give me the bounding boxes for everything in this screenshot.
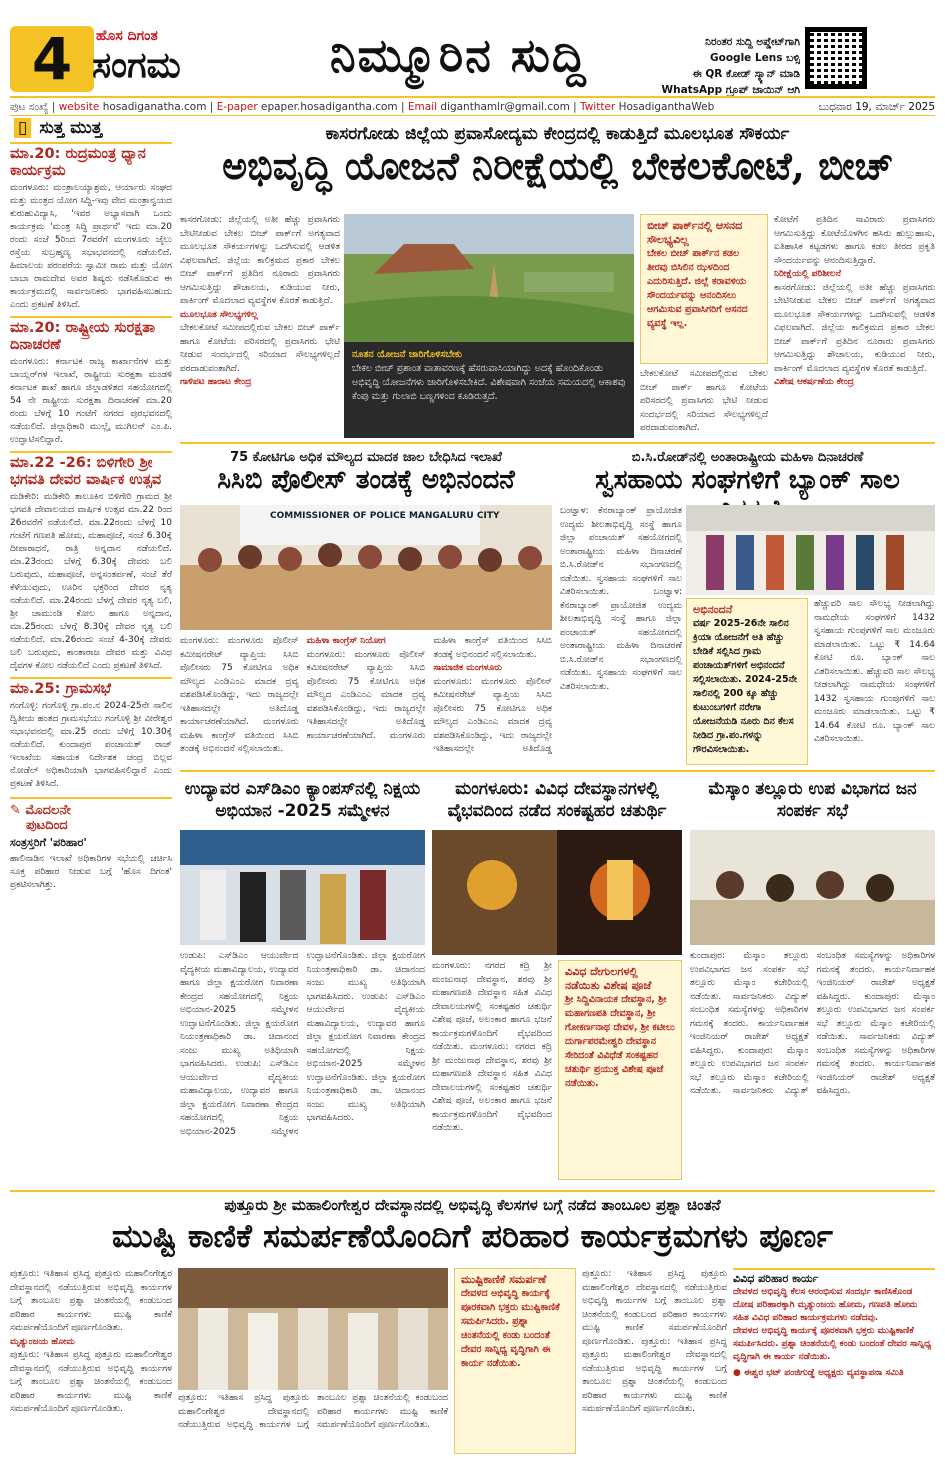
lead-right-subhead-2: ವಿಶೇಷ ಆಕರ್ಷಣೆಯ ಕೇಂದ್ರ bbox=[774, 377, 854, 387]
mescom-body: ಕುಂದಾಪುರ: ಮೆಸ್ಕಾಂ ತಲ್ಲೂರು ಉಪವಿಭಾಗದ ಜನ ಸಂಪರ್ಕ ಸಭೆ ತಲ್ಲೂರು ಮೆಸ್ಕಾಂ ಕಚೇರಿಯಲ್ಲಿ ನಡೆಯಿತು. ಸಾರ್ವಜನಿಕರು ವಿದ್ಯುತ್ ಸಂಬಂಧಿತ ಸಮಸ್ಯೆಗಳನ್ನು ಅಧಿಕಾರಿಗಳ ಗಮನಕ್ಕೆ ತಂದರು. ಕಾರ್ಯನಿರ್ವಾಹಕ ಇಂಜಿನಿಯರ್ ರಾಜೇಶ್ ಅಧ್ಯಕ್ಷತೆ ವಹಿಸಿದ್ದರು. ಕುಂದಾಪುರ: ಮೆಸ್ಕಾಂ ತಲ್ಲೂರು ಉಪವಿಭಾಗದ ಜನ ಸಂಪರ್ಕ ಸಭೆ ತಲ್ಲೂರು ಮೆಸ್ಕಾಂ ಕಚೇರಿಯಲ್ಲಿ ನಡೆಯಿತು. ಸಾರ್ವಜನಿಕರು ವಿದ್ಯುತ್ ಸಂಬಂಧಿತ ಸಮಸ್ಯೆಗಳನ್ನು ಅಧಿಕಾರಿಗಳ ಗಮನಕ್ಕೆ ತಂದರು. ಕಾರ್ಯನಿರ್ವಾಹಕ ಇಂಜಿನಿಯರ್ ರಾಜೇಶ್ ಅಧ್ಯಕ್ಷತೆ ವಹಿಸಿದ್ದರು. ಕುಂದಾಪುರ: ಮೆಸ್ಕಾಂ ತಲ್ಲೂರು ಉಪವಿಭಾಗದ ಜನ ಸಂಪರ್ಕ ಸಭೆ ತಲ್ಲೂರು ಮೆಸ್ಕಾಂ ಕಚೇರಿಯಲ್ಲಿ ನಡೆಯಿತು. ಸಾರ್ವಜನಿಕರು ವಿದ್ಯುತ್ ಸಂಬಂಧಿತ ಸಮಸ್ಯೆಗಳನ್ನು ಅಧಿಕಾರಿಗಳ ಗಮನಕ್ಕೆ ತಂದರು. ಕಾರ್ಯನಿರ್ವಾಹಕ ಇಂಜಿನಿಯರ್ ರಾಜೇಶ್ ಅಧ್ಯಕ್ಷತೆ ವಹಿಸಿದ್ದರು. bbox=[690, 951, 935, 1096]
puttur-kicker: ಪುತ್ತೂರು ಶ್ರೀ ಮಹಾಲಿಂಗೇಶ್ವರ ದೇವಸ್ಥಾನದಲ್ಲಿ ಅಭಿವೃದ್ಧಿ ಕೆಲಸಗಳ ಬಗ್ಗೆ ನಡೆದ ತಾಂಬೂಲ ಪ್ರಶ್ನಾ ಚಿಂತನೆ bbox=[224, 1196, 721, 1214]
lead-kicker: ಕಾಸರಗೋಡು ಜಿಲ್ಲೆಯ ಪ್ರವಾಸೋದ್ಯಮ ಕೇಂದ್ರದಲ್ಲಿ ಕಾಡುತ್ತಿದೆ ಮೂಲಭೂತ ಸೌಕರ್ಯ bbox=[325, 124, 790, 144]
lead-subhead-2: ಗಾಳಿಪಟ ಹಾರಾಟ ಕೇಂದ್ರ bbox=[180, 377, 252, 387]
puttur-right-headline: ವಿವಿಧ ಪರಿಹಾರ ಕಾರ್ಯ bbox=[733, 1268, 935, 1286]
mescom-photo bbox=[690, 830, 935, 945]
website-link[interactable]: hosadiganatha.com bbox=[102, 101, 207, 113]
page-number: 4 bbox=[10, 26, 94, 92]
puttur-mid-col: ಪುತ್ತೂರು: ಇತಿಹಾಸ ಪ್ರಸಿದ್ಧ ಪುತ್ತೂರು ಮಹಾಲಿಂಗೇಶ್ವರ ದೇವಸ್ಥಾನದಲ್ಲಿ ನಡೆಯುತ್ತಿರುವ ಅಭಿವೃದ್ಧಿ ಕಾರ್ಯಗಳ ಬಗ್ಗೆ ತಾಂಬೂಲ ಪ್ರಶ್ನಾ ಚಿಂತನೆಯಲ್ಲಿ ಕಂಡುಬಂದ ಪರಿಹಾರ ಕಾರ್ಯಗಳು ಮುಷ್ಟಿ ಕಾಣಿಕೆ ಸಮರ್ಪಣೆಯೊಂದಿಗೆ ಪೂರ್ಣಗೊಂಡಿತು. ಪುತ್ತೂರು: ಇತಿಹಾಸ ಪ್ರಸಿದ್ಧ ಪುತ್ತೂರು ಮಹಾಲಿಂಗೇಶ್ವರ ದೇವಸ್ಥಾನದಲ್ಲಿ ನಡೆಯುತ್ತಿರುವ ಅಭಿವೃದ್ಧಿ ಕಾರ್ಯಗಳ ಬಗ್ಗೆ ತಾಂಬೂಲ ಪ್ರಶ್ನಾ ಚಿಂತನೆಯಲ್ಲಿ ಕಂಡುಬಂದ ಪರಿಹಾರ ಕಾರ್ಯಗಳು ಮುಷ್ಟಿ ಕಾಣಿಕೆ ಸಮರ್ಪಣೆಯೊಂದಿಗೆ ಪೂರ್ಣಗೊಂಡಿತು. bbox=[582, 1269, 727, 1414]
epaper-label: E-paper bbox=[216, 101, 258, 113]
bank-body: ಬಂಟ್ವಾಳ: ಕೆನರಾಬ್ಯಾಂಕ್ ಪ್ರಾಯೋಜಿತ ಉದ್ಯಮ ಶೀಲತಾಭಿವೃದ್ಧಿ ಸಂಸ್ಥೆ ಹಾಗೂ ಜಿಲ್ಲಾ ಪಂಚಾಯತ್ ಸಹಯೋಗದಲ್ಲಿ ಅಂತಾರಾಷ್ಟ್ರೀಯ ಮಹಿಳಾ ದಿನಾಚರಣೆ ಬಿ.ಸಿ.ರೋಡ್‌ನ ಸಭಾಂಗಣದಲ್ಲಿ ನಡೆಯಿತು. ಸ್ವಸಹಾಯ ಸಂಘಗಳಿಗೆ ಸಾಲ ವಿತರಿಸಲಾಯಿತು. ಬಂಟ್ವಾಳ: ಕೆನರಾಬ್ಯಾಂಕ್ ಪ್ರಾಯೋಜಿತ ಉದ್ಯಮ ಶೀಲತಾಭಿವೃದ್ಧಿ ಸಂಸ್ಥೆ ಹಾಗೂ ಜಿಲ್ಲಾ ಪಂಚಾಯತ್ ಸಹಯೋಗದಲ್ಲಿ ಅಂತಾರಾಷ್ಟ್ರೀಯ ಮಹಿಳಾ ದಿನಾಚರಣೆ ಬಿ.ಸಿ.ರೋಡ್‌ನ ಸಭಾಂಗಣದಲ್ಲಿ ನಡೆಯಿತು. ಸ್ವಸಹಾಯ ಸಂಘಗಳಿಗೆ ಸಾಲ ವಿತರಿಸಲಾಯಿತು. bbox=[560, 506, 682, 692]
first-page-box bbox=[10, 797, 172, 892]
qr-line: WhatsApp ಗ್ರೂಪ್ ಜಾಯಿನ್ ಆಗಿ bbox=[661, 84, 800, 96]
lead-subhead: ಮೂಲಭೂತ ಸೌಲಭ್ಯಗಳಿಲ್ಲ bbox=[180, 309, 258, 320]
bank-kicker: ಬಿ.ಸಿ.ರೋಡ್‌ನಲ್ಲಿ ಅಂತಾರಾಷ್ಟ್ರೀಯ ಮಹಿಳಾ ದಿನಾಚರಣೆ bbox=[631, 450, 864, 465]
puttur-photo-caption: ಪುತ್ತೂರು: ಇತಿಹಾಸ ಪ್ರಸಿದ್ಧ ಪುತ್ತೂರು ಮಹಾಲಿಂಗೇಶ್ವರ ದೇವಸ್ಥಾನದಲ್ಲಿ ನಡೆಯುತ್ತಿರುವ ಅಭಿವೃದ್ಧಿ ಕಾರ್ಯಗಳ ಬಗ್ಗೆ ತಾಂಬೂಲ ಪ್ರಶ್ನಾ ಚಿಂತನೆಯಲ್ಲಿ ಕಂಡುಬಂದ ಪರಿಹಾರ ಕಾರ್ಯಗಳು ಮುಷ್ಟಿ ಕಾಣಿಕೆ ಸಮರ್ಪಣೆಯೊಂದಿಗೆ ಪೂರ್ಣಗೊಂಡಿತು. bbox=[178, 1393, 448, 1430]
bank-box-headline: ಅಭಿನಂದನೆ bbox=[693, 603, 733, 616]
qr-line: Google Lens ಬಳ್ಸಿ bbox=[710, 52, 800, 64]
ccb-story bbox=[180, 450, 552, 495]
brand-title: ಸಂಗಮ bbox=[92, 44, 181, 86]
divider bbox=[180, 442, 935, 444]
puttur-box-body: ದೇವಳದ ಅಭಿವೃದ್ಧಿ ಕಾರ್ಯಕ್ಕೆ ಪೂರಕವಾಗಿ ಭಕ್ತರು ಮುಷ್ಟಿಕಾಣಿಕೆ ಸಮರ್ಪಿಸಿದರು. ಪ್ರಶ್ನಾ ಚಿಂತನೆಯಲ್ಲಿ ಕಂಡು ಬಂದಂತೆ ದೇವರ ಸಾನ್ನಿಧ್ಯ ವೃದ್ಧಿಗಾಗಿ ಈ ಕಾರ್ಯ ನಡೆಯಿತು. bbox=[461, 1288, 560, 1369]
lead-box bbox=[640, 214, 768, 364]
nikshay-body: ಉಡುಪಿ: ಎಸ್‌ಡಿಎಂ ಆಯುರ್ವೇದ ವೈದ್ಯಕೀಯ ಮಹಾವಿದ್ಯಾಲಯ, ಉದ್ಯಾವರ ಹಾಗೂ ಜಿಲ್ಲಾ ಕ್ಷಯರೋಗ ನಿವಾರಣಾ ಕೇಂದ್ರದ ಸಹಯೋಗದಲ್ಲಿ ನಿಕ್ಷಯ ಅಭಿಯಾನ-2025 ಸಮ್ಮೇಳನ ಉದ್ಘಾಟನೆಗೊಂಡಿತು. ಜಿಲ್ಲಾ ಕ್ಷಯರೋಗ ನಿಯಂತ್ರಣಾಧಿಕಾರಿ ಡಾ. ಚಿದಾನಂದ ಸಂಜು ಮುಖ್ಯ ಅತಿಥಿಯಾಗಿ ಭಾಗವಹಿಸಿದರು. ಉಡುಪಿ: ಎಸ್‌ಡಿಎಂ ಆಯುರ್ವೇದ ವೈದ್ಯಕೀಯ ಮಹಾವಿದ್ಯಾಲಯ, ಉದ್ಯಾವರ ಹಾಗೂ ಜಿಲ್ಲಾ ಕ್ಷಯರೋಗ ನಿವಾರಣಾ ಕೇಂದ್ರದ ಸಹಯೋಗದಲ್ಲಿ ನಿಕ್ಷಯ ಅಭಿಯಾನ-2025 ಸಮ್ಮೇಳನ ಉದ್ಘಾಟನೆಗೊಂಡಿತು. ಜಿಲ್ಲಾ ಕ್ಷಯರೋಗ ನಿಯಂತ್ರಣಾಧಿಕಾರಿ ಡಾ. ಚಿದಾನಂದ ಸಂಜು ಮುಖ್ಯ ಅತಿಥಿಯಾಗಿ ಭಾಗವಹಿಸಿದರು. ಉಡುಪಿ: ಎಸ್‌ಡಿಎಂ ಆಯುರ್ವೇದ ವೈದ್ಯಕೀಯ ಮಹಾವಿದ್ಯಾಲಯ, ಉದ್ಯಾವರ ಹಾಗೂ ಜಿಲ್ಲಾ ಕ್ಷಯರೋಗ ನಿವಾರಣಾ ಕೇಂದ್ರದ ಸಹಯೋಗದಲ್ಲಿ ನಿಕ್ಷಯ ಅಭಿಯಾನ-2025 ಸಮ್ಮೇಳನ ಉದ್ಘಾಟನೆಗೊಂಡಿತು. ಜಿಲ್ಲಾ ಕ್ಷಯರೋಗ ನಿಯಂತ್ರಣಾಧಿಕಾರಿ ಡಾ. ಚಿದಾನಂದ ಸಂಜು ಮುಖ್ಯ ಅತಿಥಿಯಾಗಿ ಭಾಗವಹಿಸಿದರು. bbox=[180, 951, 425, 1137]
ccb-subhead: ಮಹಿಳಾ ಕಾಂಗ್ರೆಸ್ ನಿಯೋಗ bbox=[306, 636, 386, 646]
ccb-kicker: 75 ಕೋಟಿಗೂ ಅಧಿಕ ಮೌಲ್ಯದ ಮಾದಕ ಜಾಲ ಬೇಧಿಸಿದ ಇಲಾಖೆ bbox=[230, 450, 502, 465]
box-headline: ಬೀಚ್ ಪಾರ್ಕ್‌ನಲ್ಲಿ ಆಸನದ ಸೌಲಭ್ಯವಿಲ್ಲ bbox=[647, 219, 743, 246]
email-label: Email bbox=[407, 101, 438, 113]
brief-headline: ಮಾ.20: ರುದ್ರಮಂತ್ರ ಧ್ಯಾನ ಕಾರ್ಯಕ್ರಮ bbox=[10, 142, 172, 180]
first-page-headline: ಸಂತ್ರಸ್ತರಿಗೆ 'ಪರಿಹಾರ' bbox=[10, 836, 87, 849]
bank-photo bbox=[686, 505, 935, 595]
ccb-headline: ಸಿಸಿಬಿ ಪೊಲೀಸ್ ತಂಡಕ್ಕೆ ಅಭಿನಂದನೆ bbox=[217, 465, 515, 495]
puttur-right: ವಿವಿಧ ಪರಿಹಾರ ಕಾರ್ಯ ದೇವಳದ ಅಭಿವೃದ್ಧಿ ಕೆಲಸ ಆರಂಭಿಸುವ ಸಂದರ್ಭ ಕಾಣಿಸಿಕೊಂಡ ದೋಷ ಪರಿಹಾರಕ್ಕಾಗಿ ಮೃತ್ಯುಂಜಯ ಹೋಮ, ಗಣಪತಿ ಹೋಮ ಸಹಿತ ವಿವಿಧ ಪರಿಹಾರ ಕಾರ್ಯಕ್ರಮಗಳು ನಡೆದವು. ದೇವಳದ ಅಭಿವೃದ್ಧಿ ಕಾರ್ಯಕ್ಕೆ ಪೂರಕವಾಗಿ ಭಕ್ತರು ಮುಷ್ಟಿಕಾಣಿಕೆ ಸಮರ್ಪಿಸಿದರು. ಪ್ರಶ್ನಾ ಚಿಂತನೆಯಲ್ಲಿ ಕಂಡು ಬಂದಂತೆ ದೇವರ ಸಾನ್ನಿಧ್ಯ ವೃದ್ಧಿಗಾಗಿ ಈ ಕಾರ್ಯ ನಡೆಯಿತು. ● ಈಶ್ವರ ಭಟ್ ಪಂಜಿಗುಡ್ಡೆ ಅಧ್ಯಕ್ಷರು ವ್ಯವಸ್ಥಾಪನಾ ಸಮಿತಿ bbox=[733, 1268, 935, 1454]
nikshay-story bbox=[180, 778, 425, 822]
puttur-footer: ● ಈಶ್ವರ ಭಟ್ ಪಂಜಿಗುಡ್ಡೆ ಅಧ್ಯಕ್ಷರು ವ್ಯವಸ್ಥಾಪನಾ ಸಮಿತಿ bbox=[733, 1368, 904, 1378]
email-link[interactable]: diganthamlr@gmail.com bbox=[440, 101, 570, 113]
section-title: ನಿಮ್ಮೂರಿನ ಸುದ್ದಿ bbox=[330, 28, 588, 82]
bank-box-body: ವರ್ಷ 2025-26ನೇ ಸಾಲಿನ ಕ್ರಿಯಾ ಯೋಜನೆಗೆ ಅತಿ ಹೆಚ್ಚು ಬೇಡಿಕೆ ಸಲ್ಲಿಸಿದ ಗ್ರಾಮ ಪಂಚಾಯತ್‌ಗಳಿಗೆ ಅಭಿನಂದನೆ ಸಲ್ಲಿಸಲಾಯಿತು. 2024-25ನೇ ಸಾಲಿನಲ್ಲಿ 200 ಕ್ಕೂ ಹೆಚ್ಚು ಕುಟುಂಬಗಳಿಗೆ ನರೇಗಾ ಯೋಜನೆಯಡಿ ನೂರು ದಿನ ಕೆಲಸ ನೀಡಿದ ಗ್ರಾ.ಪಂ.ಗಳನ್ನು ಗೌರವಿಸಲಾಯಿತು. bbox=[693, 618, 797, 755]
epaper-link[interactable]: epaper.hosadigantha.com bbox=[261, 101, 398, 113]
brief-headline: ಮಾ.22 -26: ಬಿಳಿಗೇರಿ ಶ್ರೀ ಭಗವತಿ ದೇವರ ವಾರ್ಷಿಕ ಉತ್ಸವ bbox=[10, 451, 172, 489]
twitter-link[interactable]: HosadiganthaWeb bbox=[618, 101, 715, 113]
temple-body: ಮಂಗಳೂರು: ನಗರದ ಕದ್ರಿ ಶ್ರೀ ಮಂಜುನಾಥ ದೇವಸ್ಥಾನ, ಶರವು ಶ್ರೀ ಮಹಾಗಣಪತಿ ದೇವಸ್ಥಾನ ಸಹಿತ ವಿವಿಧ ದೇವಾಲಯಗಳಲ್ಲಿ ಸಂಕಷ್ಟಹರ ಚತುರ್ಥಿ ವಿಶೇಷ ಪೂಜೆ, ಅಲಂಕಾರ ಹಾಗೂ ಭಜನೆ ಕಾರ್ಯಕ್ರಮಗಳೊಂದಿಗೆ ವೈಭವದಿಂದ ನಡೆಯಿತು. ಮಂಗಳೂರು: ನಗರದ ಕದ್ರಿ ಶ್ರೀ ಮಂಜುನಾಥ ದೇವಸ್ಥಾನ, ಶರವು ಶ್ರೀ ಮಹಾಗಣಪತಿ ದೇವಸ್ಥಾನ ಸಹಿತ ವಿವಿಧ ದೇವಾಲಯಗಳಲ್ಲಿ ಸಂಕಷ್ಟಹರ ಚತುರ್ಥಿ ವಿಶೇಷ ಪೂಜೆ, ಅಲಂಕಾರ ಹಾಗೂ ಭಜನೆ ಕಾರ್ಯಕ್ರಮಗಳೊಂದಿಗೆ ವೈಭವದಿಂದ ನಡೆಯಿತು. bbox=[432, 961, 552, 1133]
first-page-label: ✎ ಮೊದಲನೇ bbox=[10, 803, 71, 818]
qr-line: ನಿರಂತರ ಸುದ್ದಿ ಅಪ್ಡೇಟ್‌ಗಾಗಿ bbox=[705, 36, 800, 48]
left-column bbox=[10, 118, 172, 1188]
first-page-body: ಹಾಲಿನಾಡಿನ ಇಲಾಖೆ ಅಧಿಕಾರಿಗಳ ಸಭೆಯಲ್ಲಿ ಚರ್ಚಿಸಿ ಸೂಕ್ತ ಪರಿಹಾರ ನೀಡುವ ಬಗ್ಗೆ 'ಹೊಸ ದಿಗಂತ' ಪ್ರಕಟಿಸಲಾಗಿತ್ತು. bbox=[10, 854, 172, 890]
brief-body: ಮಂಗಳೂರು: ಕರ್ನಾಟಕ ರಾಜ್ಯ ಕಾರ್ಖಾನೆಗಳ ಮತ್ತು ಬಾಯ್ಲರ್‌ಗಳ ಇಲಾಖೆ, ರಾಷ್ಟ್ರೀಯ ಸುರಕ್ಷತಾ ಮಂಡಳಿ ಕರ್ನಾಟಕ ಶಾಖೆ ಹಾಗೂ ಜಿಲ್ಲಾಡಳಿತದ ಸಹಯೋಗದಲ್ಲಿ 54 ನೇ ರಾಷ್ಟ್ರೀಯ ಸುರಕ್ಷತಾ ದಿನಾಚರಣೆ ಮಾ.20 ರಂದು ಬೆಳಗ್ಗೆ 10 ಗಂಟೆಗೆ ನಗರದ ಪುರಭವನದಲ್ಲಿ ನಡೆಯಲಿದೆ. ಜಿಲ್ಲಾಧಿಕಾರಿ ಮುಲ್ಲೈ ಮುಗಿಲನ್ ಎಂ.ಪಿ. ಉದ್ಘಾಟಿಸಲಿದ್ದಾರೆ. bbox=[10, 357, 172, 445]
ccb-subhead-2: ಸಾಮಾಜಿಕ ಮಂಗಳೂರು bbox=[433, 663, 502, 673]
bank-right: ಹೆಚ್ಚುವರಿ ಸಾಲ ಸೌಲಭ್ಯ ನೀಡಲಾಗಿದ್ದು ನಾಮಧೇಯ ಸಂಘಗಳಿಗೆ 1432 ಸ್ವಸಹಾಯ ಗುಂಪುಗಳಿಗೆ ಸಾಲ ಮಂಜೂರು ಮಾಡಲಾಯಿತು. ಒಟ್ಟು ₹ 14.64 ಕೋಟಿ ರೂ. ಬ್ಯಾಂಕ್ ಸಾಲ ವಿತರಿಸಲಾಯಿತು. ಹೆಚ್ಚುವರಿ ಸಾಲ ಸೌಲಭ್ಯ ನೀಡಲಾಗಿದ್ದು ನಾಮಧೇಯ ಸಂಘಗಳಿಗೆ 1432 ಸ್ವಸಹಾಯ ಗುಂಪುಗಳಿಗೆ ಸಾಲ ಮಂಜೂರು ಮಾಡಲಾಯಿತು. ಒಟ್ಟು ₹ 14.64 ಕೋಟಿ ರೂ. ಬ್ಯಾಂಕ್ ಸಾಲ ವಿತರಿಸಲಾಯಿತು. bbox=[814, 599, 935, 744]
brief-headline: ಮಾ.25: ಗ್ರಾಮಸಭೆ bbox=[10, 677, 172, 698]
temple-box-body: ಶ್ರೀ ಸಿದ್ದಿವಿನಾಯಕ ದೇವಸ್ಥಾನ, ಶ್ರೀ ಮಹಾಗಣಪತಿ ದೇವಸ್ಥಾನ, ಶ್ರೀ ಗೋಕರ್ಣನಾಥ ದೇವಳ, ಶ್ರೀ ಕಟೀಲು ದುರ್ಗಾಪರಮೇಶ್ವರಿ ದೇವಸ್ಥಾನ ಸೇರಿದಂತೆ ವಿವಿಧೆಡೆ ಸಂಕಷ್ಟಹರ ಚತುರ್ಥಿ ಪ್ರಯುಕ್ತ ವಿಶೇಷ ಪೂಜೆ ನಡೆಯಿತು. bbox=[565, 994, 675, 1089]
brief-body: ಮಂಗಳೂರು: ಮಂತ್ರಾಲಯ್ಯಾಶ್ರಮ, ಆರ್ಯಾರು ಸಂಘದ ಮತ್ತು ಮಂತ್ರದ ಯೋಗ ಸಿದ್ಧಿ-ಇವು ವೇದ ಮಂತ್ರಾನ್ವಯದ ಕುರುಹುವಿದ್ಯಾಸಿ, 'ಇವರ ಅಭ್ಯಾಸವಾಗಿ ಒಂದು ಕಾರ್ಯಕ್ರಮ 'ಮಂತ್ರ ಸಿದ್ಧಿ ಪ್ರಾರ್ಥನೆ' ಇದು ಮಾ.20 ರಂದು ಸಂಜೆ 5ರಿಂದ 7ರವರೆಗೆ ಮಂಗಳೂರು ಜೈಲು ರಸ್ತೆಯ ಸುಬ್ರಹ್ಮಣ್ಯ ಸಭಾಭವನದಲ್ಲಿ ನಡೆಯಲಿದೆ. ಹಿಮಾಲಯ ಪರಂಪರೆಯ ಸ್ವಾಮೀ ರಾಮ ಮತ್ತು ಯೋಗ ಬಾಬಾ ರಾಮದೇವ ಅವರ ಶಿಷ್ಯರು ನಡೆಸಿಕೊಡುವ ಈ ಕಾರ್ಯಕ್ರಮದಲ್ಲಿ ಸಾರ್ವಜನಿಕರು ಭಾಗವಹಿಸಬಹುದು ಎಂದು ಪ್ರಕಟಣೆ ತಿಳಿಸಿದೆ. bbox=[10, 183, 172, 310]
caption-headline: ನೂತನ ಯೋಜನೆ ಜಾರಿಗೊಳಿಸಬೇಕು bbox=[352, 349, 463, 360]
qr-code[interactable] bbox=[806, 28, 866, 88]
qr-instructions bbox=[600, 34, 800, 98]
lead-caption bbox=[344, 342, 634, 438]
mescom-story bbox=[690, 778, 935, 822]
first-page-label2: ಪುಟದಿಂದ bbox=[26, 818, 68, 833]
mescom-headline: ಮೆಸ್ಕಾಂ ತಲ್ಲೂರು ಉಪ ವಿಭಾಗದ ಜನ ಸಂಪರ್ಕ ಸಭೆ bbox=[708, 779, 917, 821]
temple-photo bbox=[432, 830, 682, 955]
fort-photo bbox=[344, 214, 634, 342]
brief-body: ಗಂಗೊಳ್ಳಿ: ಗಂಗೊಳ್ಳಿ ಗ್ರಾ.ಪಂ.ನ 2024-25ನೇ ಸಾಲಿನ ದ್ವಿತೀಯ ಹಂತದ ಗ್ರಾಮಸಭೆಯು ಗಂಗೊಳ್ಳಿ ಶ್ರೀ ವೀರೇಶ್ವರ ಸಭಾಭವನದಲ್ಲಿ ಮಾ.25 ರಂದು ಬೆಳಿಗ್ಗೆ 10.30ಕ್ಕೆ ನಡೆಯಲಿದೆ. ಕುಂದಾಪುರ ಪಂಚಾಯತ್ ರಾಜ್ ಇಲಾಖೆಯ ಸಹಾಯಕ ನಿರ್ದೇಶಕ ಚಂದ್ರ ಬಿಲ್ಲವ ನೋಡೆಲ್ ಅಧಿಕಾರಿಯಾಗಿ ಭಾಗವಹಿಸಲಿದ್ದಾರೆ ಎಂದು ಪ್ರಕಟಣೆ ತಿಳಿಸಿದೆ. bbox=[10, 701, 172, 789]
nikshay-headline: ಉದ್ಯಾವರ ಎಸ್‌ಡಿಎಂ ಕ್ಯಾಂಪಸ್‌ನಲ್ಲಿ ನಿಕ್ಷಯ ಅಭಿಯಾನ -2025 ಸಮ್ಮೇಳನ bbox=[184, 779, 421, 821]
ccb-banner: COMMISSIONER OF POLICE MANGALURU CITY bbox=[270, 511, 500, 521]
puttur-headline: ಮುಷ್ಟಿ ಕಾಣಿಕೆ ಸಮರ್ಪಣೆಯೊಂದಿಗೆ ಪರಿಹಾರ ಕಾರ್ಯಕ್ರಮಗಳು ಪೂರ್ಣ bbox=[112, 1217, 833, 1255]
temple-box bbox=[558, 960, 682, 1180]
ccb-body: ಮಂಗಳೂರು: ಮಂಗಳೂರು ಪೊಲೀಸ್ ಕಮೀಷನರೇಟ್ ವ್ಯಾಪ್ತಿಯ ಸಿಸಿಬಿ ಪೊಲೀಸರು 75 ಕೋಟಿಗೂ ಅಧಿಕ ಮೌಲ್ಯದ ಎಂಡಿಎಂಎ ಮಾದಕ ದ್ರವ್ಯ ವಶಪಡಿಸಿಕೊಂಡಿದ್ದು, ಇದು ರಾಜ್ಯದಲ್ಲೇ ಇತಿಹಾಸದಲ್ಲೇ ಅತಿದೊಡ್ಡ ಕಾರ್ಯಾಚರಣೆಯಾಗಿದೆ. ಮಂಗಳೂರು ಮಹಿಳಾ ಕಾಂಗ್ರೆಸ್ ವತಿಯಿಂದ ಸಿಸಿಬಿ ತಂಡಕ್ಕೆ ಅಭಿನಂದನೆ ಸಲ್ಲಿಸಲಾಯಿತು. ಮಹಿಳಾ ಕಾಂಗ್ರೆಸ್ ನಿಯೋಗ ಮಂಗಳೂರು: ಮಂಗಳೂರು ಪೊಲೀಸ್ ಕಮೀಷನರೇಟ್ ವ್ಯಾಪ್ತಿಯ ಸಿಸಿಬಿ ಪೊಲೀಸರು 75 ಕೋಟಿಗೂ ಅಧಿಕ ಮೌಲ್ಯದ ಎಂಡಿಎಂಎ ಮಾದಕ ದ್ರವ್ಯ ವಶಪಡಿಸಿಕೊಂಡಿದ್ದು, ಇದು ರಾಜ್ಯದಲ್ಲೇ ಇತಿಹಾಸದಲ್ಲೇ ಅತಿದೊಡ್ಡ ಕಾರ್ಯಾಚರಣೆಯಾಗಿದೆ. ಮಂಗಳೂರು ಮಹಿಳಾ ಕಾಂಗ್ರೆಸ್ ವತಿಯಿಂದ ಸಿಸಿಬಿ ತಂಡಕ್ಕೆ ಅಭಿನಂದನೆ ಸಲ್ಲಿಸಲಾಯಿತು. ಸಾಮಾಜಿಕ ಮಂಗಳೂರು ಮಂಗಳೂರು: ಮಂಗಳೂರು ಪೊಲೀಸ್ ಕಮೀಷನರೇಟ್ ವ್ಯಾಪ್ತಿಯ ಸಿಸಿಬಿ ಪೊಲೀಸರು 75 ಕೋಟಿಗೂ ಅಧಿಕ ಮೌಲ್ಯದ ಎಂಡಿಎಂಎ ಮಾದಕ ದ್ರವ್ಯ ವಶಪಡಿಸಿಕೊಂಡಿದ್ದು, ಇದು ರಾಜ್ಯದಲ್ಲೇ ಇತಿಹಾಸದಲ್ಲೇ ಅತಿದೊಡ್ಡ bbox=[180, 636, 552, 754]
lead-body: ಕಾಸರಗೋಡು: ಜಿಲ್ಲೆಯಲ್ಲಿ ಅತೀ ಹೆಚ್ಚು ಪ್ರವಾಸಿಗರು ಬೇಟಿನೀಡುವ ಬೇಕಲ ಬೀಚ್ ಪಾರ್ಕ್‌ಗೆ ಅಗತ್ಯವಾದ ಮೂಲಭೂತ ಸೌಕರ್ಯಗಳನ್ನು ಒದಗಿಸುವಲ್ಲಿ ಆಡಳಿತ ವಿಫಲವಾಗಿದೆ. ಜಿಲ್ಲೆಯ ಕಾಲಿಕ್ರಮದ ಪ್ರಕಾರ ಬೇಕಲ ಬೀಚ್ ಪಾರ್ಕ್‌ಗೆ ಪ್ರತಿದಿನ ನೂರಾರು ಪ್ರವಾಸಿಗರು ಆಗಮಿಸುತ್ತಿದ್ದು ಶೌಚಾಲಯ, ಕುಡಿಯುವ ನೀರು, ಪಾರ್ಕಿಂಗ್ ಮೊದಲಾದ ವ್ಯವಸ್ಥೆಗಳ ಕೊರತೆ ಕಾಡುತ್ತಿದೆ. bbox=[180, 215, 340, 306]
lead-col-3b: ಬೇಕಲಕೋಟೆ ಸಮೀಪದಲ್ಲಿರುವ ಬೇಕಲ ಬೀಚ್ ಪಾರ್ಕ್ ಹಾಗೂ ಕೋಟೆಯ ಪರಿಸರದಲ್ಲಿ ಪ್ರವಾಸಿಗರು ಭೇಟಿ ನೀಡುವ ಸಂದರ್ಭದಲ್ಲಿ ಸರಿಯಾದ ಸೌಲಭ್ಯಗಳಿಲ್ಲದೆ ಪರದಾಡುವಂತಾಗಿದೆ. bbox=[640, 369, 768, 433]
brand-small: ಹೊಸ ದಿಗಂತ bbox=[96, 28, 158, 44]
lead-story bbox=[180, 124, 935, 188]
puttur-body: ಪುತ್ತೂರು: ಇತಿಹಾಸ ಪ್ರಸಿದ್ಧ ಪುತ್ತೂರು ಮಹಾಲಿಂಗೇಶ್ವರ ದೇವಸ್ಥಾನದಲ್ಲಿ ನಡೆಯುತ್ತಿರುವ ಅಭಿವೃದ್ಧಿ ಕಾರ್ಯಗಳ ಬಗ್ಗೆ ತಾಂಬೂಲ ಪ್ರಶ್ನಾ ಚಿಂತನೆಯಲ್ಲಿ ಕಂಡುಬಂದ ಪರಿಹಾರ ಕಾರ್ಯಗಳು ಮುಷ್ಟಿ ಕಾಣಿಕೆ ಸಮರ್ಪಣೆಯೊಂದಿಗೆ ಪೂರ್ಣಗೊಂಡಿತು. ಮೃತ್ಯುಂಜಯ ಹೋಮ ಪುತ್ತೂರು: ಇತಿಹಾಸ ಪ್ರಸಿದ್ಧ ಪುತ್ತೂರು ಮಹಾಲಿಂಗೇಶ್ವರ ದೇವಸ್ಥಾನದಲ್ಲಿ ನಡೆಯುತ್ತಿರುವ ಅಭಿವೃದ್ಧಿ ಕಾರ್ಯಗಳ ಬಗ್ಗೆ ತಾಂಬೂಲ ಪ್ರಶ್ನಾ ಚಿಂತನೆಯಲ್ಲಿ ಕಂಡುಬಂದ ಪರಿಹಾರ ಕಾರ್ಯಗಳು ಮುಷ್ಟಿ ಕಾಣಿಕೆ ಸಮರ್ಪಣೆಯೊಂದಿಗೆ ಪೂರ್ಣಗೊಂಡಿತು. bbox=[10, 1269, 172, 1414]
caption-body: ಬೇಕಲ ಬೀಚ್ ಪ್ರಶಾಂತ ವಾತಾವರಣಕ್ಕೆ ಹೆಸರುವಾಸಿಯಾಗಿದ್ದು ಅದಕ್ಕೆ ಹೊಂದಿಕೊಂಡು ಅಭಿವೃದ್ಧಿ ಯೋಜನೆಗಳು ಜಾರಿಗೊಳಿಸಬೇಕಿದೆ. ವಿಶೇಷವಾಗಿ ಸಂಜೆಯ ಸಮಯದಲ್ಲಿ ಆಕಾಶವು ಕೆಂಪು ಮತ್ತು ಗುಲಾಬಿ ಬಣ್ಣಗಳಿಂದ ಕೂಡಿರುತ್ತದೆ. bbox=[352, 363, 626, 402]
brief-body: ಮಡಿಕೇರಿ: ಮಡಿಕೇರಿ ತಾಲೂಕಿನ ಬಿಳಿಗೇರಿ ಗ್ರಾಮದ ಶ್ರೀ ಭಗವತಿ ದೇವಾಲಯದ ವಾರ್ಷಿಕ ಉತ್ಸವ ಮಾ.22 ರಿಂದ 26ರವರೆಗೆ ನಡೆಯಲಿದೆ. ಮಾ.22ರಂದು ಬೆಳಗ್ಗೆ 10 ಗಂಟೆಗೆ ಗಣಪತಿ ಹೋಮ, ಮಹಾಪೂಜೆ, ಸಂಜೆ 6.30ಕ್ಕೆ ದೀಪಾರಾಧನೆ, ರಾತ್ರಿ ಅನ್ನದಾನ ನಡೆಯಲಿದೆ. ಮಾ.23ರಂದು ಬೆಳಗ್ಗೆ 6.30ಕ್ಕೆ ದೇವರು ಬಲಿ ಬರುವುದು, ಮಹಾಪೂಜೆ, ಅನ್ನಸಂತರ್ಪಣೆ, ಸಂಜೆ ತೆರೆ ಕೆಳೆಯುವುದು, ಊರಿನ ಭಕ್ತರಿಂದ ದೇವರ ನೃತ್ಯ ನಡೆಯಲಿದೆ. ಮಾ.24ರಂದು ಬೆಳಗ್ಗೆ ದೇವರ ನೃತ್ಯ ಬಲಿ, ಶ್ರೀ ಚಾಮುಂಡಿ ಕೋಲ ಹಾಗೂ ಅನ್ನದಾನ, ಮಾ.25ರಂದು ಬೆಳಗ್ಗೆ 8.30ಕ್ಕೆ ದೇವರ ನೃತ್ಯ ಬಲಿ ನಡೆಯಲಿದೆ. ಮಾ.26ರಂದು ಸಂಜೆ 4-30ಕ್ಕೆ ದೇವರು ಬಲಿ ಬರುವುದು, ಕಾಂತಾರಾಜ ದೇವರ ಮತ್ತು ವಿವಿಧ ದೈವಗಳ ಕೋಲ ನಡೆಯಲಿದೆ ಎಂದು ಪ್ರಕಟಣೆ ತಿಳಿಸಿದೆ. bbox=[10, 492, 172, 671]
puttur-story bbox=[10, 1196, 935, 1258]
temple-box-headline: ವಿವಿಧ ದೇಗುಲಗಳಲ್ಲಿ ನಡೆಯಿತು ವಿಶೇಷ ಪೂಜೆ bbox=[565, 965, 652, 992]
puttur-right-body: ದೇವಳದ ಅಭಿವೃದ್ಧಿ ಕೆಲಸ ಆರಂಭಿಸುವ ಸಂದರ್ಭ ಕಾಣಿಸಿಕೊಂಡ ದೋಷ ಪರಿಹಾರಕ್ಕಾಗಿ ಮೃತ್ಯುಂಜಯ ಹೋಮ, ಗಣಪತಿ ಹೋಮ ಸಹಿತ ವಿವಿಧ ಪರಿಹಾರ ಕಾರ್ಯಕ್ರಮಗಳು ನಡೆದವು. bbox=[733, 1287, 918, 1323]
issue-date: ಬುಧವಾರ 19, ಮಾರ್ಚ್ 2025 bbox=[818, 101, 935, 113]
nikshay-photo bbox=[180, 830, 425, 945]
door-icon: ▯ bbox=[14, 118, 31, 138]
lead-col-4: ಕೋಟೆಗೆ ಪ್ರತಿದಿನ ಸಾವಿರಾರು ಪ್ರವಾಸಿಗರು ಆಗಮಿಸುತ್ತಿದ್ದು ಕೋಟೆಯೊಳಗಿನ ಹಸಿರು ಹುಲ್ಲುಹಾಸು, ಐತಿಹಾಸಿಕ ಕಟ್ಟಡಗಳು ಹಾಗೂ ಕಡಲ ತೀರದ ಪ್ರಕೃತಿ ಸೌಂದರ್ಯವನ್ನು ಆನಂದಿಸುತ್ತಿದ್ದಾರೆ. ನಿರೀಕ್ಷೆಯಲ್ಲಿ ಪರಿಶೀಲನೆ ಕಾಸರಗೋಡು: ಜಿಲ್ಲೆಯಲ್ಲಿ ಅತೀ ಹೆಚ್ಚು ಪ್ರವಾಸಿಗರು ಬೇಟಿನೀಡುವ ಬೇಕಲ ಬೀಚ್ ಪಾರ್ಕ್‌ಗೆ ಅಗತ್ಯವಾದ ಮೂಲಭೂತ ಸೌಕರ್ಯಗಳನ್ನು ಒದಗಿಸುವಲ್ಲಿ ಆಡಳಿತ ವಿಫಲವಾಗಿದೆ. ಜಿಲ್ಲೆಯ ಕಾಲಿಕ್ರಮದ ಪ್ರಕಾರ ಬೇಕಲ ಬೀಚ್ ಪಾರ್ಕ್‌ಗೆ ಪ್ರತಿದಿನ ನೂರಾರು ಪ್ರವಾಸಿಗರು ಆಗಮಿಸುತ್ತಿದ್ದು ಶೌಚಾಲಯ, ಕುಡಿಯುವ ನೀರು, ಪಾರ್ಕಿಂಗ್ ಮೊದಲಾದ ವ್ಯವಸ್ಥೆಗಳ ಕೊರತೆ ಕಾಡುತ್ತಿದೆ. ವಿಶೇಷ ಆಕರ್ಷಣೆಯ ಕೇಂದ್ರ bbox=[774, 214, 935, 439]
website-label: website bbox=[58, 101, 100, 113]
puttur-photo bbox=[178, 1268, 448, 1390]
box-body: ಬೇಕಲ ಬೀಚ್ ಪಾರ್ಕ್‌ನ ಕಡಲ ತೀರವು ಬಿಸಿಲಿನ ಝಳದಿಂದ ಎದುರಿಸುತ್ತಿದೆ. ಜಿಲ್ಲೆ ಕರಾವಳಿಯ ಸೌಂದರ್ಯವನ್ನು ಆನಂದಿಸಲು ಆಗಮಿಸುವ ಪ್ರವಾಸಿಗರಿಗೆ ಆಸನದ ವ್ಯವಸ್ಥೆ ಇಲ್ಲ. bbox=[647, 248, 748, 329]
puttur-subhead: ಮೃತ್ಯುಂಜಯ ಹೋಮ bbox=[10, 1336, 75, 1347]
pages-label: ಪುಟ ಸಂಖ್ಯೆ bbox=[10, 101, 49, 113]
bank-headline: ಸ್ವಸಹಾಯ ಸಂಘಗಳಿಗೆ ಬ್ಯಾಂಕ್ ಸಾಲ bbox=[595, 465, 900, 495]
pencil-icon: ✎ bbox=[10, 803, 26, 818]
divider bbox=[180, 770, 935, 772]
bank-box bbox=[686, 598, 808, 765]
lead-headline: ಅಭಿವೃದ್ಧಿ ಯೋಜನೆ ನಿರೀಕ್ಷೆಯಲ್ಲಿ ಬೇಕಲಕೋಟೆ, ಬೀಚ್ bbox=[222, 143, 893, 188]
masthead bbox=[0, 0, 945, 96]
temple-story bbox=[432, 778, 682, 822]
puttur-box-headline: ಮುಷ್ಟಿಕಾಣಿಕೆ ಸಮರ್ಪಣೆ bbox=[461, 1273, 547, 1286]
twitter-label: Twitter bbox=[580, 101, 616, 113]
sutta-mutta-title: ▯ ಸುತ್ತ ಮುತ್ತ bbox=[10, 118, 172, 138]
ccb-photo bbox=[180, 505, 552, 630]
brief-headline: ಮಾ.20: ರಾಷ್ಟ್ರೀಯ ಸುರಕ್ಷತಾ ದಿನಾಚರಣೆ bbox=[10, 316, 172, 354]
lead-body-right: ಕೋಟೆಗೆ ಪ್ರತಿದಿನ ಸಾವಿರಾರು ಪ್ರವಾಸಿಗರು ಆಗಮಿಸುತ್ತಿದ್ದು ಕೋಟೆಯೊಳಗಿನ ಹಸಿರು ಹುಲ್ಲುಹಾಸು, ಐತಿಹಾಸಿಕ ಕಟ್ಟಡಗಳು ಹಾಗೂ ಕಡಲ ತೀರದ ಪ್ರಕೃತಿ ಸೌಂದರ್ಯವನ್ನು ಆನಂದಿಸುತ್ತಿದ್ದಾರೆ. bbox=[774, 215, 935, 266]
temple-headline: ಮಂಗಳೂರು: ವಿವಿಧ ದೇವಸ್ಥಾನಗಳಲ್ಲಿ ವೈಭವದಿಂದ ನಡೆದ ಸಂಕಷ್ಟಹರ ಚತುರ್ಥಿ bbox=[447, 779, 667, 821]
lead-body-2: ಬೇಕಲಕೋಟೆ ಸಮೀಪದಲ್ಲಿರುವ ಬೇಕಲ ಬೀಚ್ ಪಾರ್ಕ್ ಹಾಗೂ ಕೋಟೆಯ ಪರಿಸರದಲ್ಲಿ ಪ್ರವಾಸಿಗರು ಭೇಟಿ ನೀಡುವ ಸಂದರ್ಭದಲ್ಲಿ ಸರಿಯಾದ ಸೌಲಭ್ಯಗಳಿಲ್ಲದೆ ಪರದಾಡುವಂತಾಗಿದೆ. bbox=[180, 323, 340, 374]
lead-col-1 bbox=[180, 214, 340, 439]
divider bbox=[10, 1190, 935, 1192]
qr-line: ಈ QR ಕೋಡ್ ಸ್ಕ್ಯಾನ್ ಮಾಡಿ bbox=[692, 68, 800, 80]
puttur-box bbox=[454, 1268, 576, 1454]
info-bar: ಪುಟ ಸಂಖ್ಯೆ | website hosadiganatha.com | E-paper epaper.hosadigantha.com | Email diganthamlr@gmail.com | Twitter HosadiganthaWeb ಬುಧವಾರ 19, ಮಾರ್ಚ್ 2025 bbox=[10, 96, 935, 116]
lead-right-subhead: ನಿರೀಕ್ಷೆಯಲ್ಲಿ ಪರಿಶೀಲನೆ bbox=[774, 269, 841, 279]
